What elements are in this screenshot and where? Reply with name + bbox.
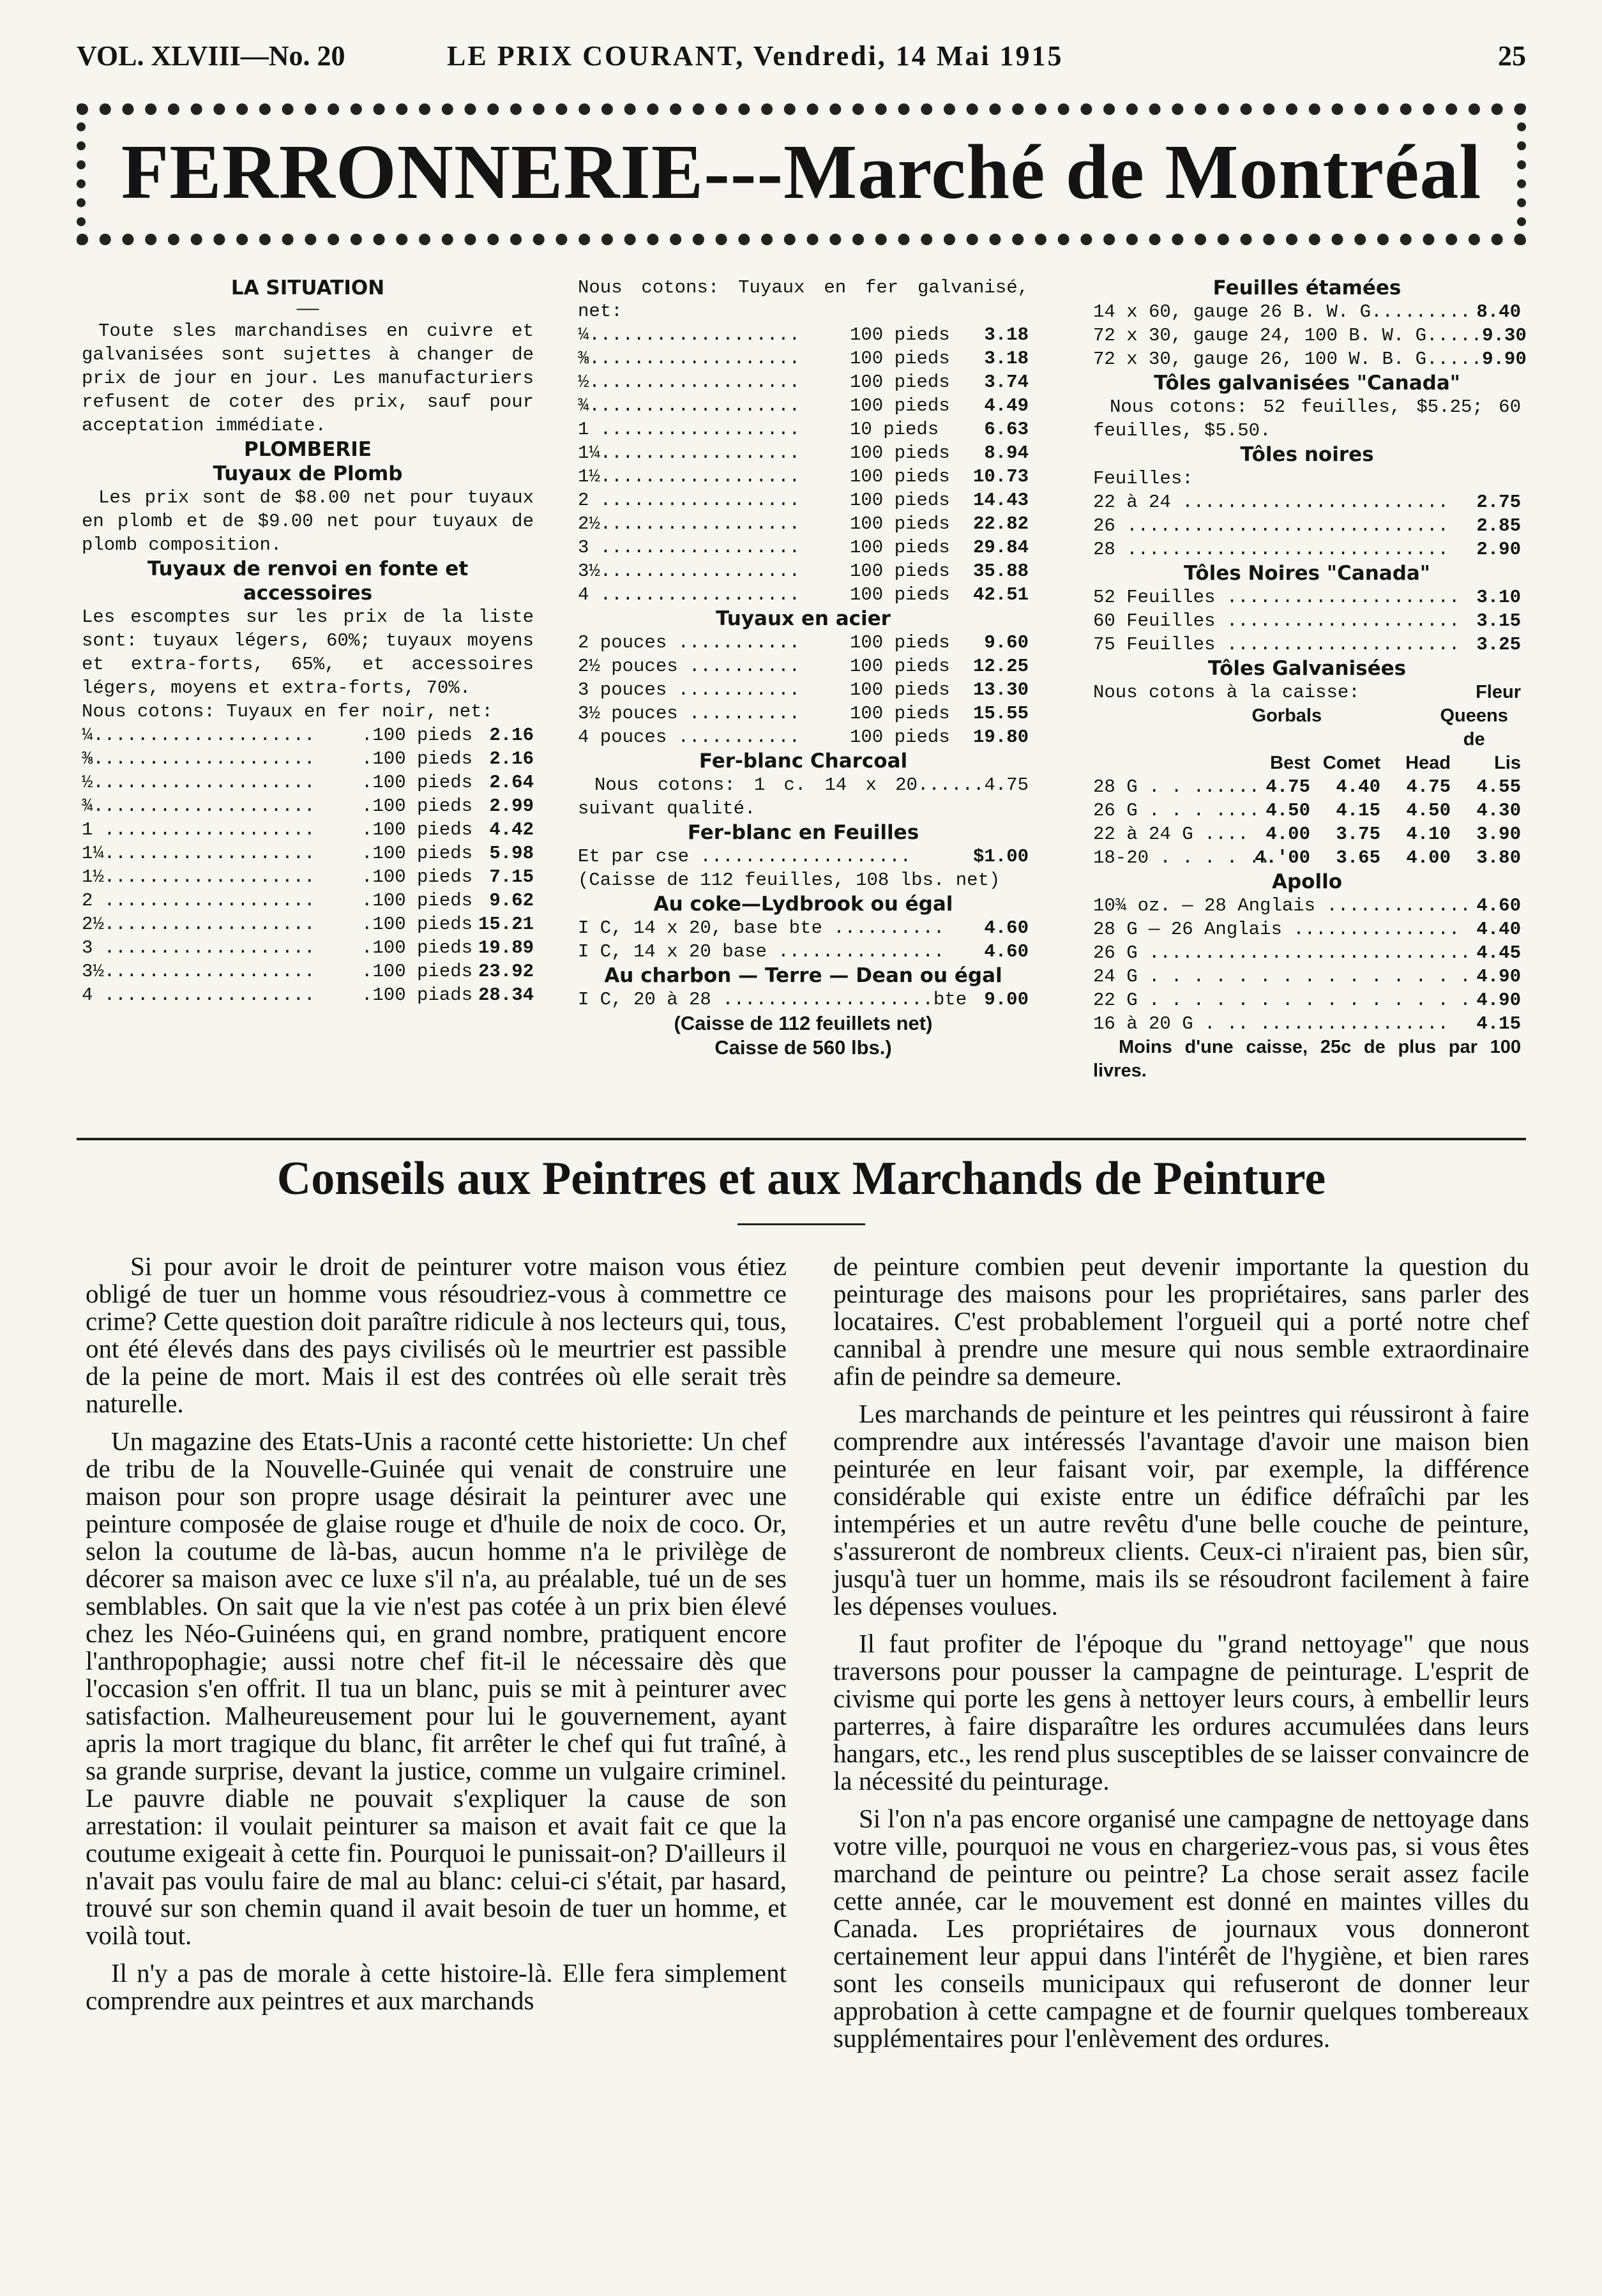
price-unit: 100 pieds xyxy=(850,584,950,605)
price-value: 4.60 xyxy=(984,918,1029,939)
price-unit: 100 pieds xyxy=(850,372,950,393)
price-value: 14.43 xyxy=(972,490,1029,511)
price-value: 2.85 xyxy=(1476,515,1521,536)
price-unit: 100 pieds xyxy=(850,490,950,511)
price-unit: 100 pieds xyxy=(850,656,950,677)
price-size: 4 ................... xyxy=(82,985,315,1006)
price-unit: .100 pieds xyxy=(361,796,473,817)
situation-heading: LA SITUATION xyxy=(230,276,385,299)
article-paragraph: de peinture combien peut devenir importante la question du peinturage des maisons pour les propriétaires, sans parler des locataires. C'est probablement l'orgueil qui a porté notre chef cannibal à prendre une mesure qui nous semble extraordinaire afin de peindre sa demeure. xyxy=(833,1251,1529,1391)
price-value: 8.94 xyxy=(984,442,1029,464)
price-size: 2½.................. xyxy=(578,513,801,534)
price-row xyxy=(82,912,534,936)
page-number: 25 xyxy=(1498,40,1526,72)
price-size: 3 .................. xyxy=(578,537,801,558)
price-item: 14 x 60, gauge 26 B. W. G......... xyxy=(1093,301,1471,322)
price-size: ¾.................... xyxy=(82,796,315,817)
price-value: 42.51 xyxy=(972,584,1029,605)
price-row xyxy=(1093,538,1521,561)
price-size: ⅜.................... xyxy=(82,748,315,769)
canada-galv-heading: Tôles galvanisées "Canada" xyxy=(1154,372,1460,395)
price-cell: 3.80 xyxy=(1476,847,1521,868)
price-row xyxy=(578,347,1029,370)
price-item: I C, 14 x 20, base bte .......... xyxy=(578,918,945,939)
price-cell: 4.30 xyxy=(1476,800,1521,821)
price-unit: .100 pieds xyxy=(361,866,473,887)
apollo-note: Moins d'une caisse, 25c de plus par 100 livres. xyxy=(1093,1037,1521,1081)
price-row xyxy=(578,583,1029,607)
article-paragraph: Il faut profiter de l'époque du "grand nettoyage" que nous traversons pour pousser la campagne de peinturage. L'esprit de civisme qui porte les gens à nettoyer leurs cours, à embellir leurs parterres, à faire disparaître les ordures accumulées dans leurs hangars, etc., les rend plus susceptibles de se laisser convaincre de la nécessité du peinturage. xyxy=(833,1629,1529,1795)
article-paragraph: Un magazine des Etats-Unis a raconté cette historiette: Un chef de tribu de la Nouvelle-Guinée qui venait de construire une maison pour son propre usage désirait la peinturer avec une peinture composée de glaise rouge et d'huile de noix de coco. Or, selon la coutume de là-bas, aucun homme n'a le privilège de décorer sa maison avec ce luxe s'il n'a, au préalable, tué un de ses semblables. On sait que la vie n'est pas cotée à un prix bien élevé chez les Néo-Guinéens qui, en grand nombre, pratiquent encore l'anthropophagie; aussi notre chef fit-il le nécessaire dès que l'occasion s'en offrit. Il tua un blanc, puis se mit à peinturer avec satisfaction. Malheureusement pour lui le gouvernement, ayant apris la mort tragique du blanc, fit arrêter le chef qui fut traîné, à sa grande surprise, devant la justice, comme un vulgaire criminel. Le pauvre diable ne pouvait s'expliquer la cause de son arrestation: il voulait peinturer sa maison et avait fait ce que la coutume exigeait à cette fin. Pourquoi le punissait-on? D'ailleurs il n'avait pas voulu faire de mal au blanc: celui-ci s'était, par hasard, trouvé sur son chemin quand il avait besoin de tuer un homme, et voilà tout. xyxy=(86,1426,787,1950)
price-value: 7.15 xyxy=(489,866,534,887)
price-row xyxy=(578,323,1029,347)
price-item: 22 G . . . . . . . . . . . . . . . xyxy=(1093,990,1471,1011)
price-size: 1 ................... xyxy=(82,819,315,840)
price-row xyxy=(1093,324,1527,347)
coke-heading: Au coke—Lydbrook ou égal xyxy=(653,893,953,916)
price-value: 4.42 xyxy=(489,819,534,840)
price-cell: 4.00 xyxy=(1266,824,1310,845)
price-item: I C, 14 x 20 base ............... xyxy=(578,941,945,962)
volume-number: VOL. XLVIII—No. 20 xyxy=(77,40,345,72)
price-value: 9.60 xyxy=(984,632,1029,653)
price-row xyxy=(578,465,1029,488)
price-value: 2.99 xyxy=(489,796,534,817)
article-column-left xyxy=(86,1253,787,2025)
price-size: 3 ................... xyxy=(82,937,315,958)
tuyaux-plomb-heading: Tuyaux de Plomb xyxy=(213,462,403,485)
section-divider xyxy=(77,1138,1526,1140)
galvanisees-row xyxy=(1093,846,1521,870)
price-column-2 xyxy=(578,276,1029,1060)
price-unit: .100 pieds xyxy=(361,843,473,864)
price-cell: 4.15 xyxy=(1336,800,1380,821)
price-size: 4 .................. xyxy=(578,584,801,605)
galvanisees-row xyxy=(1093,822,1521,846)
price-row xyxy=(82,794,534,818)
price-size: 3½.................. xyxy=(578,561,801,582)
price-unit: .100 pieds xyxy=(361,772,473,793)
noir-price-list xyxy=(82,723,534,1007)
charcoal-heading: Fer-blanc Charcoal xyxy=(699,750,908,773)
price-value: 13.30 xyxy=(972,679,1029,700)
price-row xyxy=(82,889,534,912)
price-size: 2 pouces ........... xyxy=(578,632,801,653)
price-size: ¼................... xyxy=(578,324,801,345)
price-row xyxy=(578,916,1029,940)
gauge-cell: 26 G . . . .... xyxy=(1093,800,1260,821)
price-size: 3 pouces ........... xyxy=(578,679,801,700)
noires-intro: Feuilles: xyxy=(1093,468,1193,489)
charbon-row: I C, 20 à 28 ...................bte 9.00 xyxy=(578,989,1029,1010)
price-item: 26 G ............................. xyxy=(1093,942,1471,963)
price-row xyxy=(578,940,1029,963)
renvoi-heading: Tuyaux de renvoi en fonte et accessoires xyxy=(147,557,469,605)
price-unit: .100 pieds xyxy=(361,961,473,982)
price-unit: 100 pieds xyxy=(850,324,950,345)
price-row xyxy=(1093,585,1521,609)
price-unit: .100 pieds xyxy=(361,748,473,769)
price-column-1 xyxy=(82,276,534,1007)
noires-price-list xyxy=(1093,490,1521,561)
charbon-note-2: Caisse de 560 lbs.) xyxy=(714,1036,892,1059)
price-value: 4.15 xyxy=(1476,1013,1521,1034)
price-row xyxy=(578,536,1029,559)
tuyaux-plomb-text: Les prix sont de $8.00 net pour tuyaux en plomb et de $9.00 net pour tuyaux de plomb composition. xyxy=(82,487,534,555)
galvanisees-heading: Tôles Galvanisées xyxy=(1207,657,1407,680)
price-item: 26 ............................. xyxy=(1093,515,1449,536)
price-unit: .100 pieds xyxy=(361,725,473,746)
price-row xyxy=(82,771,534,794)
price-value: 4.40 xyxy=(1476,919,1521,940)
price-value: 2.75 xyxy=(1476,492,1521,513)
price-value: 4.90 xyxy=(1476,966,1521,987)
price-value: 29.84 xyxy=(972,537,1029,558)
price-value: 6.63 xyxy=(984,419,1029,440)
price-unit: 100 pieds xyxy=(850,466,950,487)
price-cell: 4.75 xyxy=(1406,776,1451,797)
price-row xyxy=(578,441,1029,465)
price-unit: .100 pieds xyxy=(361,890,473,911)
price-value: 23.92 xyxy=(478,961,534,982)
charbon-note-1: (Caisse de 112 feuillets net) xyxy=(674,1012,933,1034)
price-row xyxy=(1093,633,1521,656)
article-paragraph: Les marchands de peinture et les peintres qui réussiront à faire comprendre aux intéressés l'avantage d'avoir une maison bien peinturée en leur faisant voir, par exemple, la différence considérable qui existe entre un édifice défraîchi par les intempéries et un autre revêtu d'une belle couche de peinture, s'assureront de nombreux clients. Ceux-ci n'iraient pas, bien sûr, jusqu'à tuer un homme, mais ils se résoudront facilement à faire les dépenses voulues. xyxy=(833,1399,1529,1620)
price-cell: 4.00 xyxy=(1406,847,1451,868)
charbon-heading: Au charbon — Terre — Dean ou égal xyxy=(604,964,1002,987)
price-value: 3.18 xyxy=(984,348,1029,369)
price-size: 2½ pouces .......... xyxy=(578,656,801,677)
galvanisees-intro-line: Nous cotons à la caisse: Fleur xyxy=(1093,682,1521,703)
price-size: ¼.................... xyxy=(82,725,315,746)
price-row xyxy=(578,370,1029,394)
galvanisees-row xyxy=(1093,775,1521,799)
feuilles-note: (Caisse de 112 feuilles, 108 lbs. net) xyxy=(578,870,1001,891)
price-row xyxy=(578,488,1029,512)
price-cell: 4.55 xyxy=(1476,776,1521,797)
price-size: 2 .................. xyxy=(578,490,801,511)
noir-intro: Nous cotons: Tuyaux en fer noir, net: xyxy=(82,701,493,722)
charcoal-text: Nous cotons: 1 c. 14 x 20......4.75 suivant qualité. xyxy=(578,774,1029,819)
price-row xyxy=(82,936,534,960)
price-item: 60 Feuilles ..................... xyxy=(1093,610,1460,631)
price-item: 28 ............................. xyxy=(1093,539,1449,560)
price-unit: .100 piads xyxy=(361,985,473,1006)
price-unit: 100 pieds xyxy=(850,703,950,724)
galvanisees-price-table xyxy=(1093,775,1521,870)
price-row xyxy=(1093,941,1521,965)
price-row xyxy=(82,842,534,865)
price-unit: 100 pieds xyxy=(850,632,950,653)
galvanisees-row xyxy=(1093,799,1521,822)
title-underline xyxy=(737,1223,865,1225)
price-value: 10.73 xyxy=(972,466,1029,487)
price-item: 28 G — 26 Anglais ............... xyxy=(1093,919,1460,940)
price-size: 2 ................... xyxy=(82,890,315,911)
price-cell: 4.'00 xyxy=(1254,847,1310,868)
price-row xyxy=(1093,347,1527,371)
acier-heading: Tuyaux en acier xyxy=(716,607,891,630)
plomberie-heading: PLOMBERIE xyxy=(244,438,372,461)
price-row xyxy=(82,723,534,747)
price-size: ¾................... xyxy=(578,395,801,416)
article-paragraph: Il n'y a pas de morale à cette histoire-là. Elle fera simplement comprendre aux peintres et aux marchands xyxy=(86,1958,787,2015)
galvanisees-col-head-2: Best Comet Head Lis xyxy=(1270,753,1521,773)
price-cell: 4.50 xyxy=(1266,800,1310,821)
price-unit: 10 pieds xyxy=(850,419,939,440)
price-item: 75 Feuilles ..................... xyxy=(1093,634,1460,655)
price-value: 15.55 xyxy=(972,703,1029,724)
price-value: 4.90 xyxy=(1476,990,1521,1011)
price-value: 5.98 xyxy=(489,843,534,864)
price-unit: 100 pieds xyxy=(850,442,950,464)
price-row xyxy=(1093,514,1521,538)
galvanisees-col-head-1: Gorbals Queens de xyxy=(1251,706,1508,750)
price-size: 4 pouces ........... xyxy=(578,727,801,748)
price-unit: 100 pieds xyxy=(850,513,950,534)
article-paragraph: Si pour avoir le droit de peinturer votre maison vous étiez obligé de tuer un homme vous résoudriez-vous à commettre ce crime? Cette question doit paraître ridicule à nos lecteurs qui, tous, ont été élevés dans des pays civilisés où le meurtrier est passible de la peine de mort. Mais il est des contrées où elle serait très naturelle. xyxy=(86,1251,787,1418)
price-value: 3.74 xyxy=(984,372,1029,393)
price-row xyxy=(1093,965,1521,988)
canada-galv-text: Nous cotons: 52 feuilles, $5.25; 60 feuilles, $5.50. xyxy=(1093,397,1521,441)
price-row xyxy=(1093,490,1521,514)
price-value: 4.49 xyxy=(984,395,1029,416)
price-row xyxy=(578,725,1029,749)
section-title: FERRONNERIE---Marché de Montréal xyxy=(121,129,1482,215)
gauge-cell: 28 G . . ...... xyxy=(1093,776,1260,797)
price-row xyxy=(1093,988,1521,1012)
price-value: 28.34 xyxy=(478,985,534,1006)
divider-dash: —— xyxy=(296,299,319,320)
apollo-heading: Apollo xyxy=(1271,870,1343,893)
price-row xyxy=(578,559,1029,583)
price-row xyxy=(82,818,534,842)
price-item: 16 à 20 G . .. ................. xyxy=(1093,1013,1449,1034)
price-row xyxy=(82,865,534,889)
canada-noires-heading: Tôles Noires "Canada" xyxy=(1184,562,1430,585)
price-cell: 4.50 xyxy=(1406,800,1451,821)
price-row xyxy=(578,512,1029,536)
feuilles-row: Et par cse ................... $1.00 xyxy=(578,846,1029,867)
price-value: 9.62 xyxy=(489,890,534,911)
price-cell: 4.10 xyxy=(1406,824,1451,845)
price-item: 24 G . . . . . . . . . . . . . . . xyxy=(1093,966,1471,987)
price-size: 1¼................... xyxy=(82,843,315,864)
price-size: ½................... xyxy=(578,372,801,393)
price-unit: .100 pieds xyxy=(361,819,473,840)
price-value: 35.88 xyxy=(972,561,1029,582)
price-size: 3½ pouces .......... xyxy=(578,703,801,724)
price-value: 4.60 xyxy=(1476,895,1521,916)
price-column-3 xyxy=(1093,276,1527,1083)
article-column-right xyxy=(833,1253,1529,2062)
price-item: 72 x 30, gauge 26, 100 W. B. G..... xyxy=(1093,349,1483,370)
price-cell: 3.90 xyxy=(1476,824,1521,845)
price-unit: 100 pieds xyxy=(850,395,950,416)
price-row xyxy=(578,702,1029,725)
price-size: 1¼.................. xyxy=(578,442,801,464)
apollo-price-list xyxy=(1093,894,1521,1036)
price-unit: .100 pieds xyxy=(361,937,473,958)
price-row xyxy=(1093,1012,1521,1036)
price-row xyxy=(578,654,1029,678)
price-cell: 3.75 xyxy=(1336,824,1380,845)
price-value: 22.82 xyxy=(972,513,1029,534)
price-value: 8.40 xyxy=(1476,301,1521,322)
price-unit: 100 pieds xyxy=(850,537,950,558)
price-cell: 4.75 xyxy=(1266,776,1310,797)
price-value: 4.60 xyxy=(984,941,1029,962)
price-cell: 4.40 xyxy=(1336,776,1380,797)
price-row xyxy=(82,983,534,1007)
galv-price-list xyxy=(578,323,1029,607)
price-value: 2.16 xyxy=(489,748,534,769)
price-size: 2½................... xyxy=(82,914,315,935)
price-value: 4.45 xyxy=(1476,942,1521,963)
price-size: 1 .................. xyxy=(578,419,801,440)
price-value: 3.25 xyxy=(1476,634,1521,655)
price-value: 3.10 xyxy=(1476,587,1521,608)
price-row xyxy=(578,631,1029,654)
price-row xyxy=(578,418,1029,441)
price-value: 3.15 xyxy=(1476,610,1521,631)
situation-text: Toute sles marchandises en cuivre et galvanisées sont sujettes à changer de prix de jour en jour. Les manufacturiers refusent de coter des prix, sauf pour acceptation immédiate. xyxy=(82,321,534,436)
price-size: 1½.................. xyxy=(578,466,801,487)
price-size: 3½................... xyxy=(82,961,315,982)
price-unit: 100 pieds xyxy=(850,561,950,582)
price-item: 10¾ oz. — 28 Anglais ............. xyxy=(1093,895,1471,916)
price-unit: .100 pieds xyxy=(361,914,473,935)
price-size: 1½................... xyxy=(82,866,315,887)
feuilles-heading: Fer-blanc en Feuilles xyxy=(687,821,919,844)
price-unit: 100 pieds xyxy=(850,348,950,369)
price-value: 9.90 xyxy=(1482,349,1527,370)
noires-heading: Tôles noires xyxy=(1240,443,1374,466)
price-item: 72 x 30, gauge 24, 100 B. W. G..... xyxy=(1093,325,1483,346)
price-value: 3.18 xyxy=(984,324,1029,345)
price-value: 19.80 xyxy=(972,727,1029,748)
renvoi-text: Les escomptes sur les prix de la liste sont: tuyaux légers, 60%; tuyaux moyens et extra-forts, 65%, et accessoires légers, moyens et extra-forts, 70%. xyxy=(82,607,534,699)
price-value: 12.25 xyxy=(972,656,1029,677)
price-value: 15.21 xyxy=(478,914,534,935)
price-value: 2.16 xyxy=(489,725,534,746)
article-paragraph: Si l'on n'a pas encore organisé une campagne de nettoyage dans votre ville, pourquoi ne vous en chargeriez-vous pas, si vous êtes marchand de peinture ou peintre? La chose serait assez facile cette année, car le mouvement est donné en maintes villes du Canada. Les propriétaires de journaux vous donneront certainement leur appui dans l'intérêt de l'hygiène, et bien rares sont les conseils municipaux qui refuseront de donner leur approbation à cette campagne et de fournir quelques tombereaux supplémentaires pour l'enlèvement des ordures. xyxy=(833,1804,1529,2053)
price-value: 2.64 xyxy=(489,772,534,793)
price-row xyxy=(82,960,534,983)
price-row xyxy=(82,747,534,771)
canada-noires-price-list xyxy=(1093,585,1521,656)
running-header xyxy=(77,40,1526,78)
price-value: 2.90 xyxy=(1476,539,1521,560)
price-size: ⅜................... xyxy=(578,348,801,369)
gauge-cell: 22 à 24 G .... xyxy=(1093,824,1249,845)
price-item: 22 à 24 ........................ xyxy=(1093,492,1449,513)
galv-intro: Nous cotons: Tuyaux en fer galvanisé, net: xyxy=(578,277,1029,322)
price-row xyxy=(1093,894,1521,918)
price-row xyxy=(1093,918,1521,941)
article-title: Conseils aux Peintres et aux Marchands de Peinture xyxy=(276,1152,1326,1205)
coke-price-list xyxy=(578,916,1029,963)
price-row xyxy=(1093,300,1521,324)
etamees-heading: Feuilles étamées xyxy=(1213,276,1402,299)
price-size: ½.................... xyxy=(82,772,315,793)
price-row xyxy=(578,678,1029,702)
acier-price-list xyxy=(578,631,1029,749)
paper-title-date: LE PRIX COURANT, Vendredi, 14 Mai 1915 xyxy=(447,40,1064,72)
price-unit: 100 pieds xyxy=(850,727,950,748)
price-value: 19.89 xyxy=(478,937,534,958)
gauge-cell: 18-20 . . . . .. xyxy=(1093,847,1271,868)
price-row xyxy=(1093,609,1521,633)
price-value: 9.30 xyxy=(1482,325,1527,346)
price-item: 52 Feuilles ..................... xyxy=(1093,587,1460,608)
section-banner xyxy=(77,103,1526,245)
price-unit: 100 pieds xyxy=(850,679,950,700)
price-row xyxy=(578,394,1029,418)
price-cell: 3.65 xyxy=(1336,847,1380,868)
etamees-price-list xyxy=(1093,300,1527,371)
